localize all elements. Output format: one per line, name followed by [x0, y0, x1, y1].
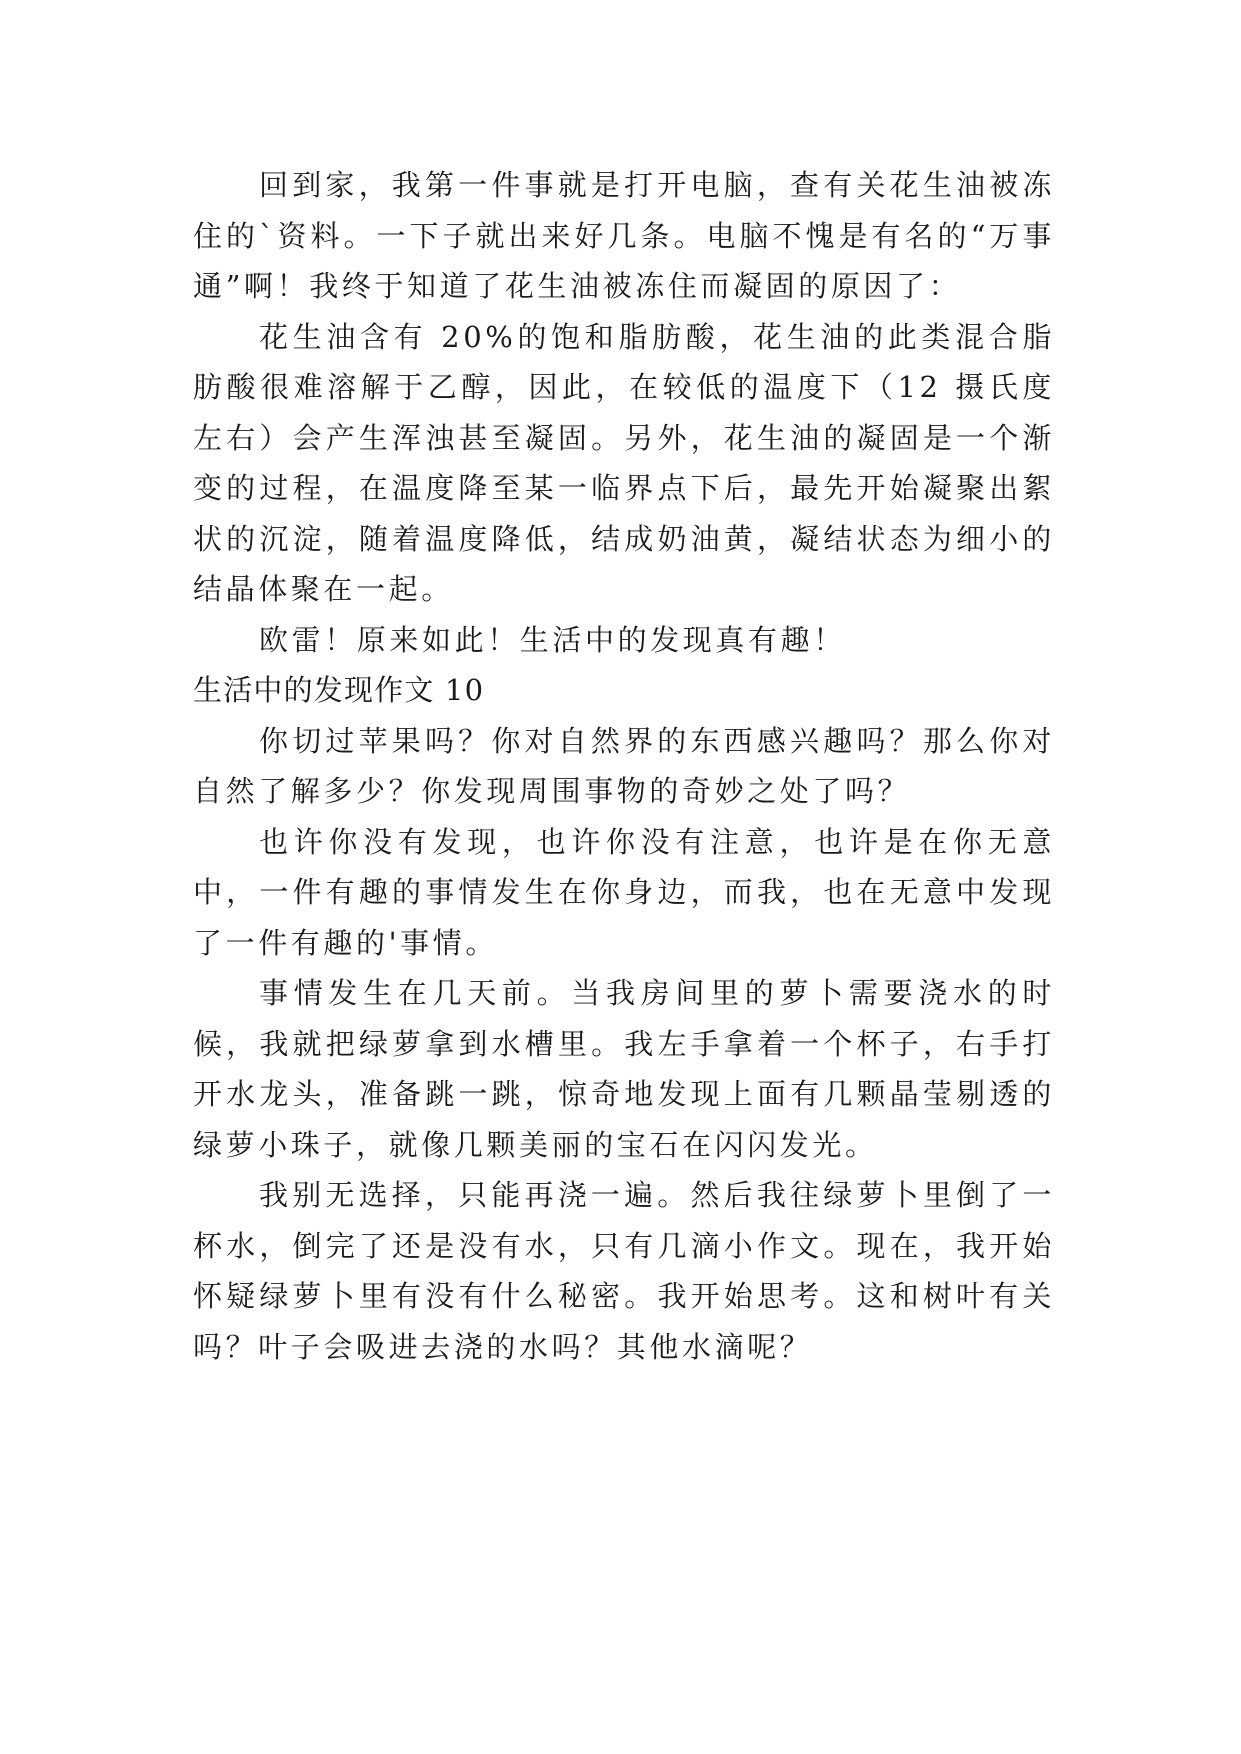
paragraph: 也许你没有发现，也许你没有注意，也许是在你无意中，一件有趣的事情发生在你身边，而我，也在无意中发现了一件有趣的'事情。	[193, 824, 1055, 960]
paragraph: 我别无选择，只能再浇一遍。然后我往绿萝卜里倒了一杯水，倒完了还是没有水，只有几滴小作文。现在，我开始怀疑绿萝卜里有没有什么秘密。我开始思考。这和树叶有关吗？叶子会吸进去浇的水吗？其他水滴呢？	[193, 1178, 1055, 1364]
paragraph: 花生油含有 20%的饱和脂肪酸，花生油的此类混合脂肪酸很难溶解于乙醇，因此，在较低的温度下（12 摄氏度左右）会产生浑浊甚至凝固。另外，花生油的凝固是一个渐变的过程，在温度降至某一临界点下后，最先开始凝聚出絮状的沉淀，随着温度降低，结成奶油黄，凝结状态为细小的结晶体聚在一起。	[193, 319, 1055, 606]
paragraph: 回到家，我第一件事就是打开电脑，查有关花生油被冻住的`资料。一下子就出来好几条。电脑不愧是有名的“万事通”啊！我终于知道了花生油被冻住而凝固的原因了：	[193, 168, 1055, 303]
section-heading: 生活中的发现作文 10	[193, 673, 485, 707]
paragraph: 欧雷！原来如此！生活中的发现真有趣！	[259, 622, 846, 657]
paragraph: 你切过苹果吗？你对自然界的东西感兴趣吗？那么你对自然了解多少？你发现周围事物的奇妙之处了吗？	[193, 723, 1055, 808]
paragraph: 事情发生在几天前。当我房间里的萝卜需要浇水的时候，我就把绿萝拿到水槽里。我左手拿着一个杯子，右手打开水龙头，准备跳一跳，惊奇地发现上面有几颗晶莹剔透的绿萝小珠子，就像几颗美丽的宝石在闪闪发光。	[193, 976, 1055, 1162]
document-body	[193, 160, 1055, 1372]
